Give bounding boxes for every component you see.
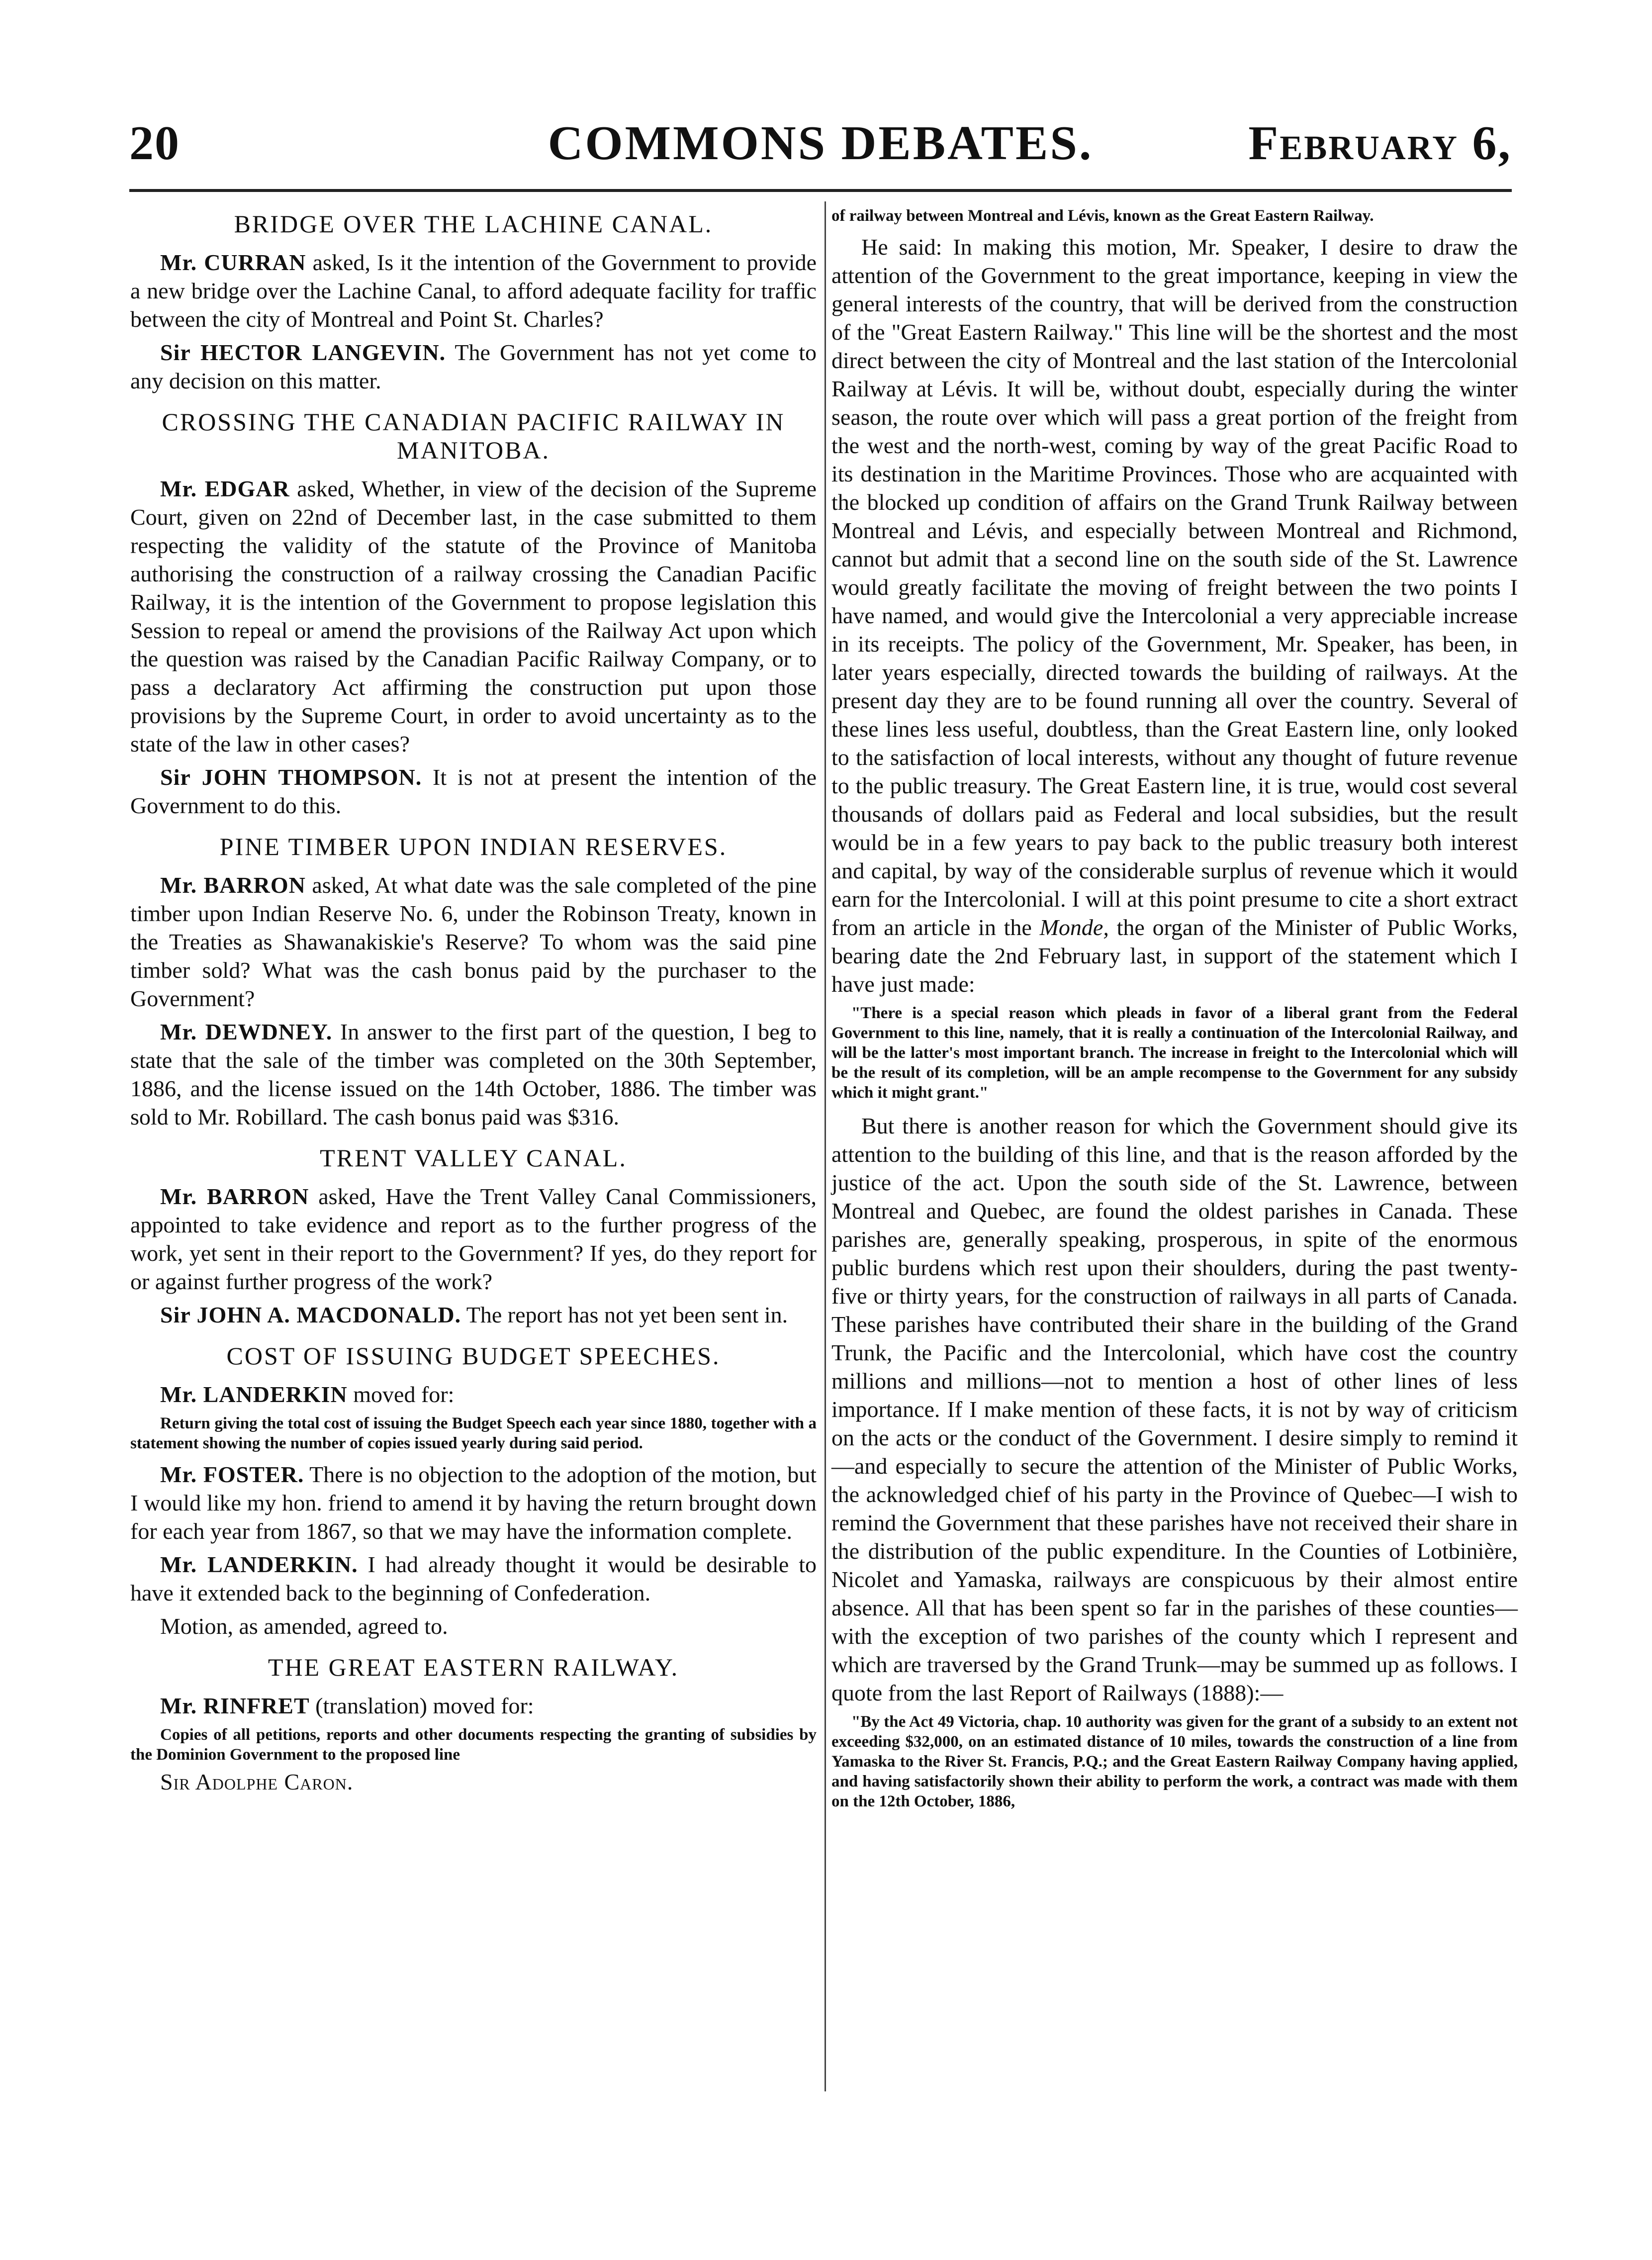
section-heading: PINE TIMBER UPON INDIAN RESERVES. bbox=[219, 833, 728, 860]
quotation: "There is a special reason which pleads in favor of a liberal grant from the Federal Government to this line, namely, that it is really a continuation of the Intercolonial Railway, and will be the latter's most important branch. The increase in freight to the Intercolonial which will be the result of its completion, will be an ample recompense to the Government for any subsidy which it might grant." bbox=[831, 1004, 1518, 1102]
answer-paragraph bbox=[130, 1301, 817, 1329]
speaker-name: Mr. BARRON bbox=[160, 1184, 309, 1209]
paragraph-text: asked, At what date was the sale completed of the pine timber upon Indian Reserve No. 6, under the Robinson Treaty, known in the Treaties as Shawanakiskie's Reserve? To whom was the said pine timber sold? What was the cash bonus paid by the purchaser to the Government? bbox=[130, 872, 817, 1011]
newspaper-name: Monde, bbox=[1039, 915, 1109, 940]
speech-paragraph: But there is another reason for which the Government should give its attention to the building of this line, and that is the reason afforded by the justice of the act. Upon the south side of the St. Lawrence, between Montreal and Quebec, are found the oldest parishes in Canada. These parishes are, generally speaking, prosperous, in spite of the enormous public burdens which rest upon their shoulders, during the past twenty-five or thirty years, for the construction of railways in all parts of Canada. These parishes have contributed their share in the building of the Grand Trunk, the Pacific and the Intercolonial, which have cost the country millions and millions—not to mention a host of other lines of less importance. If I make mention of these facts, it is not by way of criticism on the acts or the conduct of the Government. I desire simply to remind it—and especially to secure the attention of the Minister of Public Works, the acknowledged chief of his party in the Province of Quebec—I wish to remind the Government that these parishes have not received their share in the distribution of the public expenditure. In the Counties of Lotbinière, Nicolet and Yamaska, railways are conspicuous by their almost entire absence. All that has been spent so far in the parishes of these counties—with the exception of two parishes of the county which I represent and which are traversed by the Grand Trunk—may be summed up as follows. I quote from the last Report of Railways (1888):— bbox=[831, 1113, 1518, 1705]
section-heading: THE GREAT EASTERN RAILWAY. bbox=[268, 1653, 679, 1681]
column-rule bbox=[825, 201, 826, 2091]
speaker-name: Mr. EDGAR bbox=[160, 476, 290, 501]
paragraph-text: (translation) moved for: bbox=[309, 1693, 534, 1718]
motion-paragraph bbox=[130, 1692, 817, 1720]
speaker-name: Mr. CURRAN bbox=[160, 250, 306, 275]
paragraph-text: moved for: bbox=[347, 1382, 455, 1407]
question-paragraph bbox=[130, 248, 817, 333]
question-paragraph bbox=[130, 474, 817, 758]
speaker-name: Mr. LANDERKIN. bbox=[160, 1552, 358, 1577]
paragraph-text: He said: In making this motion, Mr. Speaker, I desire to draw the attention of the Government to the great importance, keeping in view the general interests of the country, that will be derived from the construction of the "Great Eastern Railway." This line will be the shortest and the most direct between the city of Montreal and the last station of the Intercolonial Railway at Lévis. It will be, without doubt, especially during the winter season, the route over which will pass a great portion of the freight from the west and the north-west, coming by way of the great Pacific Road to its destination in the Maritime Provinces. Those who are acquainted with the blocked up condition of affairs on the Grand Trunk Railway between Montreal and Lévis, and especially between Montreal and Richmond, cannot but admit that a second line on the south side of the St. Lawrence would greatly facilitate the moving of freight between the two points I have named, and would give the Intercolonial a very appreciable increase in its receipts. The policy of the Government, Mr. Speaker, has been, in later years especially, directed towards the building of railways. At the present day they are to be found running all over the country. Several of these lines less useful, doubtless, than the Great Eastern line, only looked to the satisfaction of local interests, without any thought of future revenue to the public treasury. The Great Eastern line, it is true, would cost several thousands of dollars paid as Federal and local subsidies, but the result would be in a few years to pay back to the public treasury both interest and capital, by way of the considerable surplus of revenue which it would earn for the Intercolonial. I will at this point presume to cite a short extract from an article in the bbox=[831, 234, 1518, 940]
answer-paragraph bbox=[130, 1018, 817, 1131]
motion-continuation: of railway between Montreal and Lévis, known as the Great Eastern Railway. bbox=[831, 207, 1374, 225]
question-paragraph bbox=[130, 871, 817, 1013]
speaker-name: Mr. DEWDNEY. bbox=[160, 1019, 333, 1044]
page-number: 20 bbox=[129, 116, 180, 170]
left-column bbox=[130, 203, 817, 1801]
header-date: February 6, bbox=[1248, 116, 1512, 170]
section-heading: BRIDGE OVER THE LACHINE CANAL. bbox=[234, 210, 713, 238]
speech-paragraph bbox=[130, 1550, 817, 1607]
quotation: "By the Act 49 Victoria, chap. 10 authority was given for the grant of a subsidy to an extent not exceeding $32,000, on an estimated distance of 10 miles, towards the construction of a line from Yamaska to the River St. Francis, P.Q.; and the Great Eastern Railway Company having applied, and having satisfactorily shown their ability to perform the work, a contract was made with them on the 12th October, 1886, bbox=[831, 1713, 1518, 1810]
answer-paragraph bbox=[130, 763, 817, 820]
speech-paragraph bbox=[831, 233, 1518, 998]
paragraph-text: It is not at present the intention of the Government to do this. bbox=[130, 764, 817, 818]
paragraph-text: There is no objection to the adoption of the motion, but I would like my hon. friend to amend it by having the return brought down for each year from 1867, so that we may have the information complete. bbox=[130, 1462, 817, 1544]
paragraph-text: asked, Is it the intention of the Government to provide a new bridge over the Lachine Canal, to afford adequate facility for traffic between the city of Montreal and Point St. Charles? bbox=[130, 250, 817, 332]
speaker-name: Mr. FOSTER. bbox=[160, 1462, 304, 1487]
section-heading: CROSSING THE CANADIAN PACIFIC RAILWAY IN MANITOBA. bbox=[162, 408, 785, 464]
paragraph-text: The report has not yet been sent in. bbox=[461, 1302, 788, 1327]
speaker-name: Sir JOHN THOMPSON. bbox=[160, 764, 422, 790]
motion-result: Motion, as amended, agreed to. bbox=[160, 1613, 448, 1639]
paragraph-text: asked, Whether, in view of the decision of the Supreme Court, given on 22nd of December last, in the case submitted to them respecting the validity of the statute of the Province of Manitoba authorising the construction of a railway crossing the Canadian Pacific Railway, it is the intention of the Government to propose legislation this Session to repeal or amend the provisions of the Railway Act upon which the question was raised by the Canadian Pacific Railway Company, or to pass a declaratory Act affirming the construction put upon those provisions by the Supreme Court, in order to avoid uncertainty as to the state of the law in other cases? bbox=[130, 476, 817, 756]
paragraph-text: In answer to the first part of the question, I beg to state that the sale of the timber was completed on the 30th September, 1886, and the license issued on the 14th October, 1886. The timber was sold to Mr. Robillard. The cash bonus paid was $316. bbox=[130, 1019, 817, 1130]
motion-text: Return giving the total cost of issuing the Budget Speech each year since 1880, together with a statement showing the number of copies issued yearly during said period. bbox=[130, 1414, 817, 1452]
question-paragraph bbox=[130, 1182, 817, 1296]
section-heading: COST OF ISSUING BUDGET SPEECHES. bbox=[226, 1342, 721, 1370]
paragraph-text: the organ of the Minister of Public Works, bearing date the 2nd February last, in support of the statement which I have just made: bbox=[831, 915, 1518, 997]
paragraph-text: The Government has not yet come to any decision on this matter. bbox=[130, 340, 817, 393]
speech-paragraph bbox=[130, 1460, 817, 1545]
signature: Sir Adolphe Caron. bbox=[160, 1769, 354, 1794]
section-heading: TRENT VALLEY CANAL. bbox=[320, 1144, 627, 1172]
paragraph-text: asked, Have the Trent Valley Canal Commissioners, appointed to take evidence and report as to the further progress of the work, yet sent in their report to the Government? If yes, do they report for or against further progress of the work? bbox=[130, 1184, 817, 1294]
right-column bbox=[831, 203, 1518, 1820]
motion-text: Copies of all petitions, reports and other documents respecting the granting of subsidies by the Dominion Government to the proposed line bbox=[130, 1726, 817, 1764]
speaker-name: Mr. LANDERKIN bbox=[160, 1382, 348, 1407]
speaker-name: Sir JOHN A. MACDONALD. bbox=[160, 1302, 461, 1327]
paragraph-text: I had already thought it would be desirable to have it extended back to the beginning of Confederation. bbox=[130, 1552, 817, 1605]
answer-paragraph bbox=[130, 338, 817, 395]
speaker-name: Sir HECTOR LANGEVIN. bbox=[160, 340, 446, 365]
journal-title: COMMONS DEBATES. bbox=[548, 116, 1094, 170]
speaker-name: Mr. BARRON bbox=[160, 872, 306, 898]
running-head bbox=[129, 115, 1512, 180]
speaker-name: Mr. RINFRET bbox=[160, 1693, 310, 1718]
header-rule bbox=[129, 189, 1512, 192]
motion-paragraph bbox=[130, 1380, 817, 1409]
